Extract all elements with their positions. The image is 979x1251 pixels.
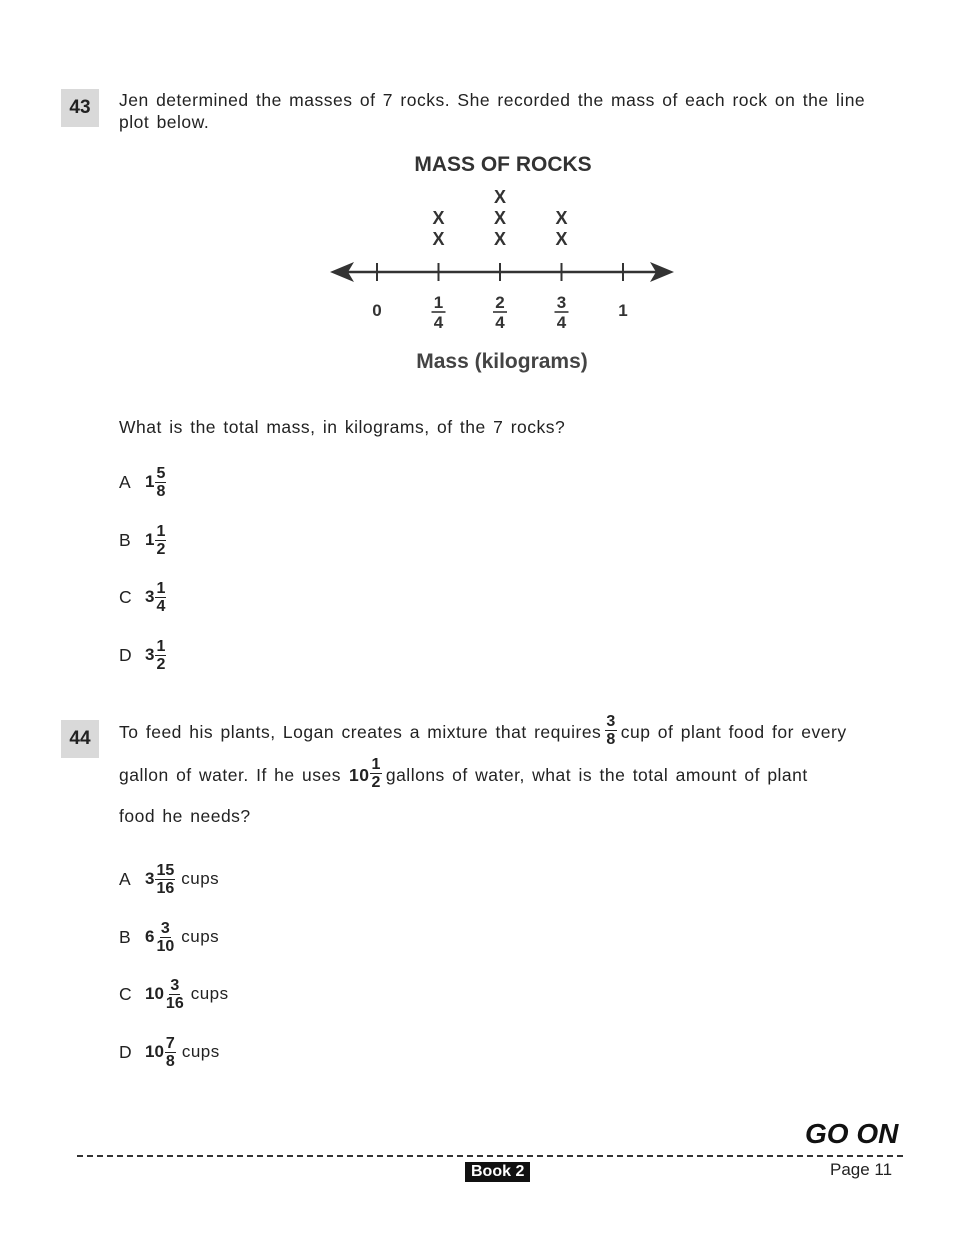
mixed-number-whole: 10	[145, 1042, 164, 1061]
fraction-numerator: 1	[371, 755, 381, 773]
fraction-denominator: 2	[156, 540, 166, 558]
fraction	[605, 713, 616, 748]
fraction-denominator: 8	[606, 730, 616, 748]
fraction-numerator: 1	[156, 579, 166, 597]
fraction	[155, 580, 166, 615]
fraction-denominator: 10	[156, 937, 175, 955]
fraction-denominator: 8	[165, 1052, 175, 1070]
choice-letter: D	[119, 644, 133, 665]
tick-label-numerator: 1	[433, 293, 444, 312]
mixed-number	[145, 920, 175, 955]
chart-x-label: Mass (kilograms)	[416, 350, 588, 373]
fraction	[155, 523, 166, 558]
choice-letter: C	[119, 586, 133, 607]
fraction-denominator: 4	[156, 597, 166, 615]
fraction-denominator: 16	[165, 994, 184, 1012]
answer-choice-d[interactable]	[119, 1030, 220, 1074]
mixed-number-whole: 10	[348, 764, 370, 785]
fraction-numerator: 7	[165, 1034, 175, 1052]
unit-label: cups	[181, 927, 220, 946]
choice-letter: A	[119, 471, 132, 492]
question-43-stem: Jen determined the masses of 7 rocks. She recorded the mass of each rock on the line plot below.	[119, 90, 866, 132]
fraction-denominator: 2	[371, 773, 381, 791]
fraction	[165, 977, 185, 1012]
footer-divider	[77, 1155, 903, 1157]
data-point-x-mark: X	[493, 208, 507, 228]
mixed-number-whole: 6	[145, 927, 155, 946]
fraction-numerator: 3	[606, 712, 616, 730]
fraction	[155, 920, 175, 955]
tick-label-denominator: 4	[556, 313, 567, 332]
fraction	[370, 756, 381, 791]
choice-letter: A	[119, 868, 132, 889]
mixed-number-whole: 1	[145, 530, 155, 549]
tick-label-numerator: 3	[556, 293, 567, 312]
fraction-numerator: 3	[160, 919, 170, 937]
question-44-text: gallon of water. If he uses	[119, 764, 341, 785]
chart-title: MASS OF ROCKS	[414, 153, 592, 176]
mixed-number-whole: 3	[145, 869, 155, 888]
data-point-x-mark: X	[493, 187, 507, 207]
mixed-number	[145, 862, 175, 897]
tick-label: 1	[618, 301, 628, 320]
choice-letter: C	[119, 983, 133, 1004]
fraction-numerator: 3	[170, 976, 180, 994]
mixed-number	[145, 465, 166, 500]
mixed-number-whole: 3	[145, 645, 155, 664]
go-on-label: GO ON	[805, 1118, 899, 1149]
fraction-numerator: 1	[156, 637, 166, 655]
fraction	[165, 1035, 176, 1070]
fraction	[155, 465, 166, 500]
answer-choice-c[interactable]	[119, 972, 229, 1016]
fraction-numerator: 1	[156, 522, 166, 540]
data-point-x-mark: X	[432, 208, 445, 228]
mixed-number	[145, 977, 185, 1012]
choice-letter: B	[119, 529, 132, 550]
answer-choice-a[interactable]	[119, 857, 219, 901]
choice-letter: B	[119, 926, 132, 947]
data-point-x-mark: X	[555, 208, 568, 228]
fraction-denominator: 16	[156, 879, 175, 897]
page-number: Page 11	[830, 1160, 893, 1179]
mixed-number	[145, 580, 166, 615]
mixed-number-whole: 10	[145, 984, 164, 1003]
tick-label-numerator: 2	[495, 293, 505, 312]
fraction-denominator: 2	[156, 655, 166, 673]
tick-label-denominator: 4	[495, 313, 505, 332]
data-point-x-mark: X	[493, 229, 507, 249]
mixed-number	[145, 1035, 176, 1070]
fraction-numerator: 15	[156, 861, 175, 879]
mixed-number-whole: 1	[145, 472, 155, 491]
question-43-prompt: What is the total mass, in kilograms, of the 7 rocks?	[119, 417, 566, 437]
question-44-line-1	[119, 712, 847, 752]
mixed-number	[145, 638, 166, 673]
data-point-x-mark: X	[555, 229, 568, 249]
fraction-denominator: 8	[156, 482, 166, 500]
mixed-number-whole: 3	[145, 587, 155, 606]
unit-label: cups	[190, 984, 229, 1003]
answer-choice-c[interactable]	[119, 575, 166, 619]
fraction	[155, 862, 175, 897]
line-plot	[320, 145, 690, 380]
tick-label: 0	[372, 301, 382, 320]
question-number-43: 43	[61, 89, 99, 127]
answer-choice-a[interactable]	[119, 460, 166, 504]
choice-letter: D	[119, 1041, 133, 1062]
unit-label: cups	[181, 869, 220, 888]
answer-choice-b[interactable]	[119, 518, 166, 562]
question-44-line-2	[119, 755, 808, 795]
question-number-44: 44	[61, 720, 99, 758]
answer-choice-b[interactable]	[119, 915, 219, 959]
question-44-text: cup of plant food for every	[620, 721, 847, 742]
answer-choice-d[interactable]	[119, 633, 166, 677]
question-44-line-3: food he needs?	[119, 806, 251, 826]
unit-label: cups	[181, 1042, 220, 1061]
tick-label-denominator: 4	[433, 313, 444, 332]
book-badge: Book 2	[465, 1162, 530, 1182]
question-44-text: gallons of water, what is the total amount of plant	[385, 764, 808, 785]
data-point-x-mark: X	[432, 229, 445, 249]
fraction-numerator: 5	[156, 464, 166, 482]
question-44-text: To feed his plants, Logan creates a mixture that requires	[119, 721, 602, 742]
mixed-number	[145, 523, 166, 558]
fraction	[155, 638, 166, 673]
